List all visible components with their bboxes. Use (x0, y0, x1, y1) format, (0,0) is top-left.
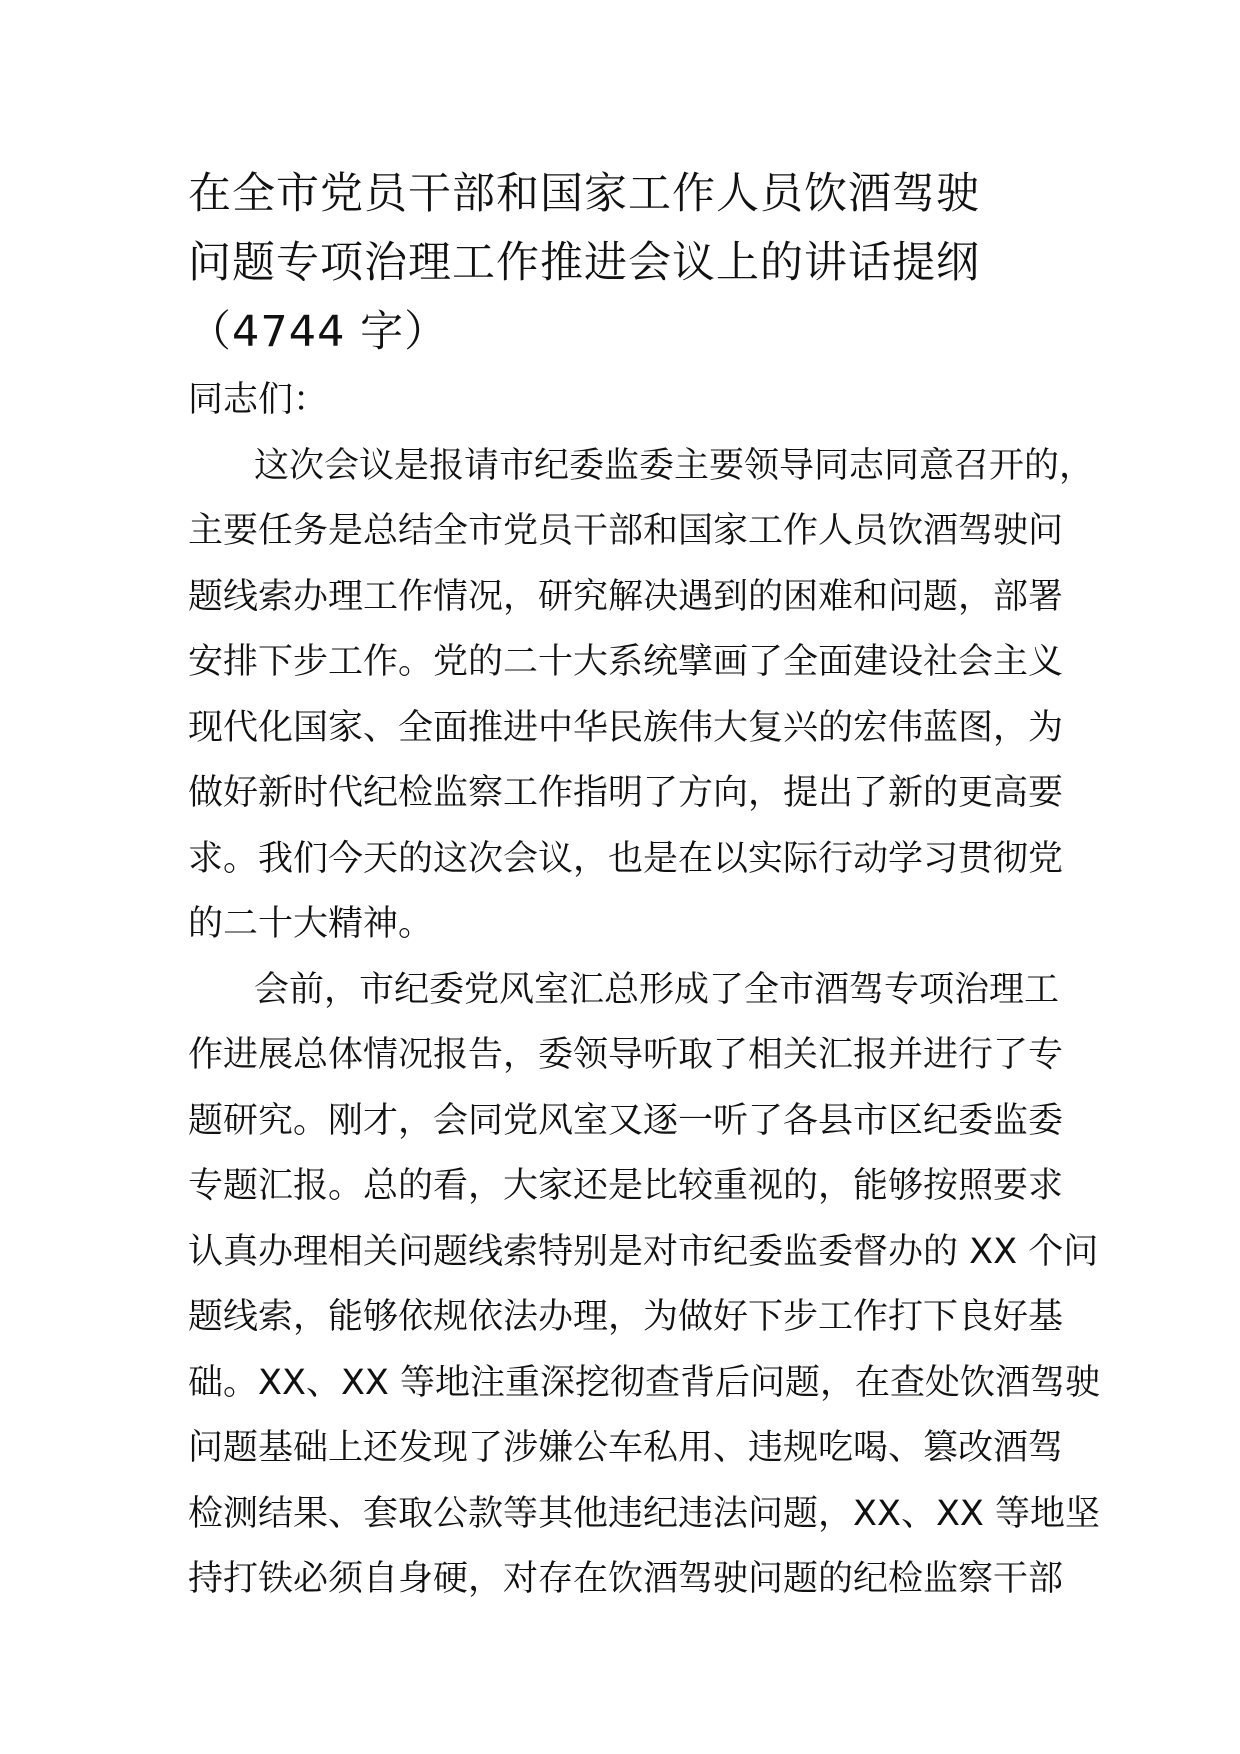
paragraph-2-line: 检测结果、套取公款等其他违纪违法问题，XX、XX 等地坚 (188, 1493, 1101, 1534)
title-line-1: 在全市党员干部和国家工作人员饮酒驾驶 (188, 169, 980, 219)
paragraph-2-line: 会前，市纪委党风室汇总形成了全市酒驾专项治理工 (254, 969, 1060, 1010)
paragraph-1-line: 主要任务是总结全市党员干部和国家工作人员饮酒驾驶问 (188, 511, 1064, 551)
title-line-2: 问题专项治理工作推进会议上的讲话提纲 (188, 238, 980, 288)
paragraph-1 (188, 434, 1095, 958)
paragraph-1-line: 做好新时代纪检监察工作指明了方向，提出了新的更高要 (188, 773, 1064, 813)
document-body (188, 368, 1101, 1613)
paragraph-1-line: 安排下步工作。党的二十大系统擘画了全面建设社会主义 (188, 642, 1064, 682)
paragraph-2-line: 题线索，能够依规依法办理，为做好下步工作打下良好基 (188, 1297, 1064, 1337)
paragraph-1-line: 题线索办理工作情况，研究解决遇到的困难和问题，部署 (188, 576, 1064, 617)
paragraph-2-line: 作进展总体情况报告，委领导听取了相关汇报并进行了专 (188, 1035, 1064, 1075)
salutation: 同志们： (188, 380, 329, 420)
paragraph-2-line: 础。XX、XX 等地注重深挖彻查背后问题，在查处饮酒驾驶 (188, 1362, 1101, 1403)
paragraph-2-line: 持打铁必须自身硬，对存在饮酒驾驶问题的纪检监察干部 (188, 1559, 1064, 1599)
paragraph-2 (188, 958, 1101, 1613)
paragraph-1-line: 现代化国家、全面推进中华民族伟大复兴的宏伟蓝图，为 (188, 707, 1064, 748)
paragraph-2-line: 专题汇报。总的看，大家还是比较重视的，能够按照要求 (188, 1166, 1064, 1206)
paragraph-2-line: 问题基础上还发现了涉嫌公车私用、违规吃喝、篡改酒驾 (188, 1428, 1064, 1468)
title-word-count: （4744 字） (188, 307, 449, 357)
paragraph-1-line: 的二十大精神。 (188, 904, 434, 944)
document-title (188, 160, 1068, 367)
paragraph-1-line: 这次会议是报请市纪委监委主要领导同志同意召开的， (254, 445, 1095, 486)
paragraph-2-line: 认真办理相关问题线索特别是对市纪委监委督办的 XX 个问 (188, 1231, 1099, 1272)
paragraph-2-line: 题研究。刚才，会同党风室又逐一听了各县市区纪委监委 (188, 1100, 1064, 1141)
paragraph-1-line: 求。我们今天的这次会议，也是在以实际行动学习贯彻党 (188, 838, 1064, 879)
